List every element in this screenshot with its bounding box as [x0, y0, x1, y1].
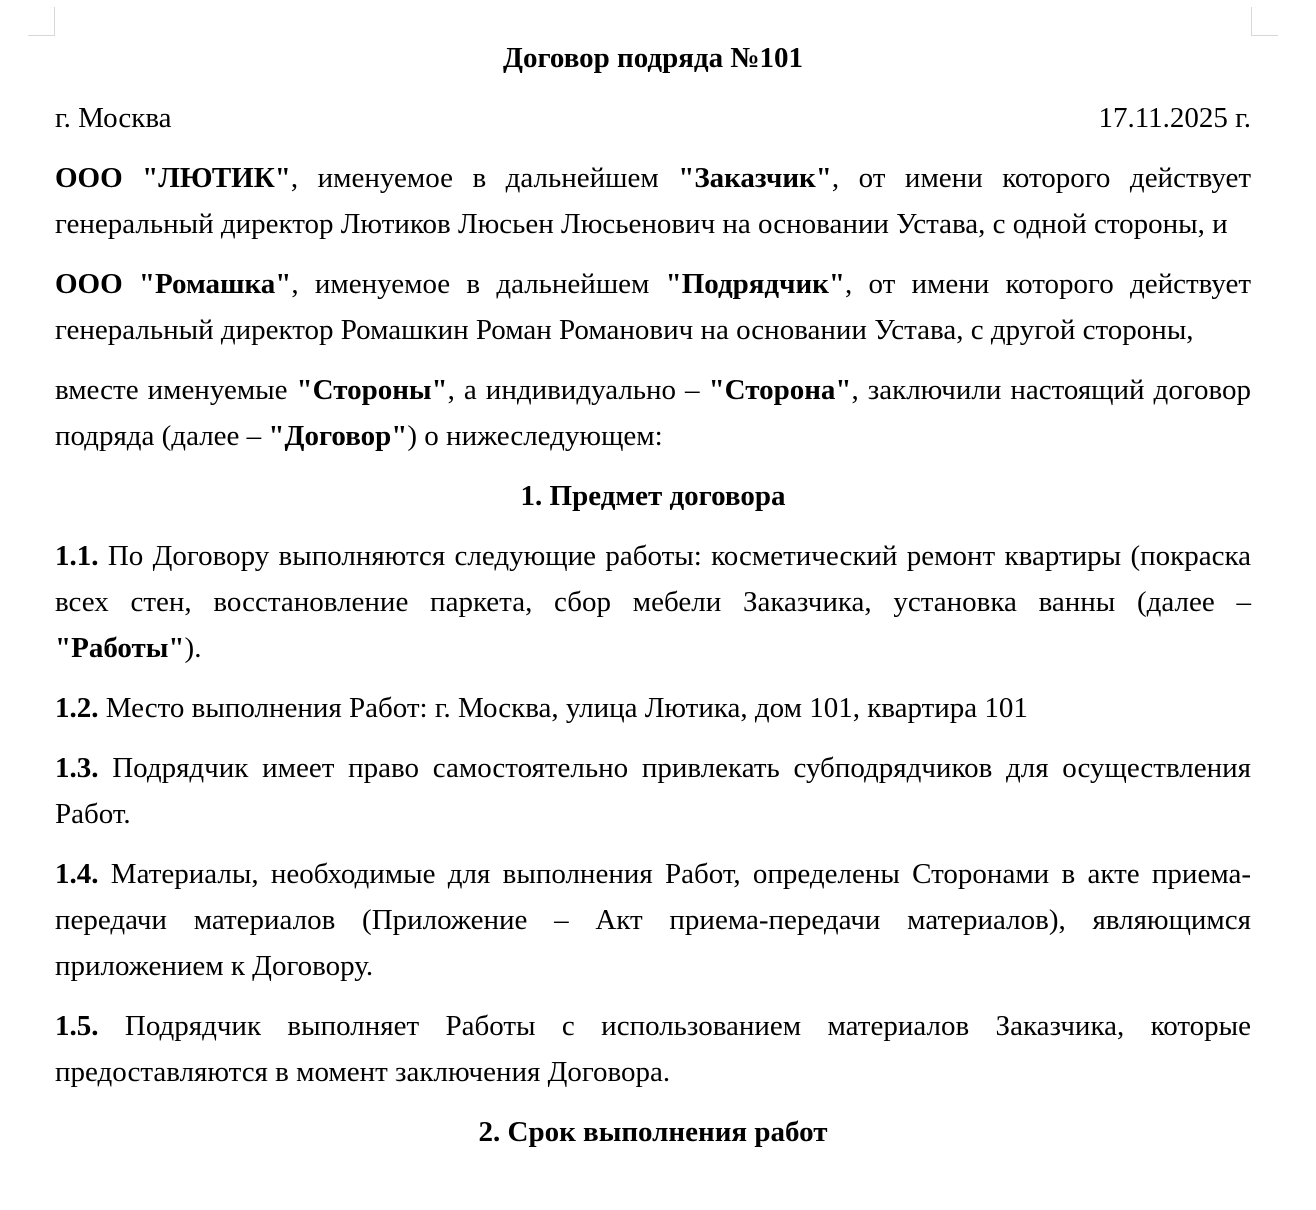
text-run: Подрядчик выполняет Работы с использованием материалов Заказчика, которые предоставляются в момент заключения Договора.	[55, 1010, 1251, 1088]
text-run: , именуемое в дальнейшем	[290, 162, 679, 194]
paragraph	[55, 685, 1251, 731]
page-margin-mark-top-left	[28, 7, 55, 36]
document-content	[55, 35, 1251, 1169]
text-run-bold: 1. Предмет договора	[520, 480, 786, 512]
paragraph	[55, 745, 1251, 837]
text-run-bold: 1.5.	[55, 1010, 99, 1042]
text-run: Место выполнения Работ: г. Москва, улица Лютика, дом 101, квартира 101	[98, 692, 1028, 724]
text-run-bold: "Работы"	[55, 632, 185, 664]
text-run-bold: 2. Срок выполнения работ	[478, 1116, 828, 1148]
text-run-bold: ООО "ЛЮТИК"	[55, 162, 291, 194]
text-run-bold: "Подрядчик"	[665, 268, 845, 300]
text-run-bold: ООО "Ромашка"	[55, 268, 292, 300]
paragraph	[55, 367, 1251, 459]
dateline-date: 17.11.2025 г.	[1098, 102, 1251, 134]
section-heading	[55, 473, 1251, 519]
text-run-bold: 1.3.	[55, 752, 99, 784]
text-run: По Договору выполняются следующие работы: косметический ремонт квартиры (покраска всех стен, восстановление паркета, сбор мебели Заказчика, установка ванны (далее –	[55, 540, 1251, 618]
text-run: ) о нижеследующем:	[407, 420, 663, 452]
section-heading	[55, 1109, 1251, 1155]
document-body	[55, 155, 1251, 1155]
text-run: , от имени которого действует генеральный директор Ромашкин Роман Романович на основании Устава, с другой стороны,	[55, 268, 1251, 346]
paragraph	[55, 851, 1251, 989]
text-run-bold: 1.1.	[55, 540, 99, 572]
text-run-bold: "Заказчик"	[678, 162, 832, 194]
text-run-bold: 1.4.	[55, 858, 99, 890]
text-run: , а индивидуально –	[447, 374, 709, 406]
text-run: , именуемое в дальнейшем	[291, 268, 666, 300]
text-run-bold: "Стороны"	[296, 374, 448, 406]
text-run: Материалы, необходимые для выполнения Работ, определены Сторонами в акте приема-передачи материалов (Приложение – Акт приема-передачи материалов), являющимся приложением к Договору.	[55, 858, 1251, 982]
text-run-bold: 1.2.	[55, 692, 99, 724]
text-run: ).	[184, 632, 202, 664]
paragraph	[55, 261, 1251, 353]
dateline	[55, 95, 1251, 141]
page-margin-mark-top-right	[1251, 7, 1278, 36]
text-run: , от имени которого действует генеральный директор Лютиков Люсьен Люсьенович на основании Устава, с одной стороны, и	[55, 162, 1251, 240]
text-run: Подрядчик имеет право самостоятельно привлекать субподрядчиков для осуществления Работ.	[55, 752, 1251, 830]
text-run-bold: "Договор"	[268, 420, 408, 452]
dateline-city: г. Москва	[55, 102, 172, 134]
text-run: вместе именуемые	[55, 374, 297, 406]
text-run: , заключили настоящий договор подряда (далее –	[55, 374, 1251, 452]
paragraph	[55, 533, 1251, 671]
document-title: Договор подряда №101	[503, 42, 803, 74]
paragraph	[55, 155, 1251, 247]
paragraph	[55, 1003, 1251, 1095]
text-run-bold: "Сторона"	[708, 374, 852, 406]
